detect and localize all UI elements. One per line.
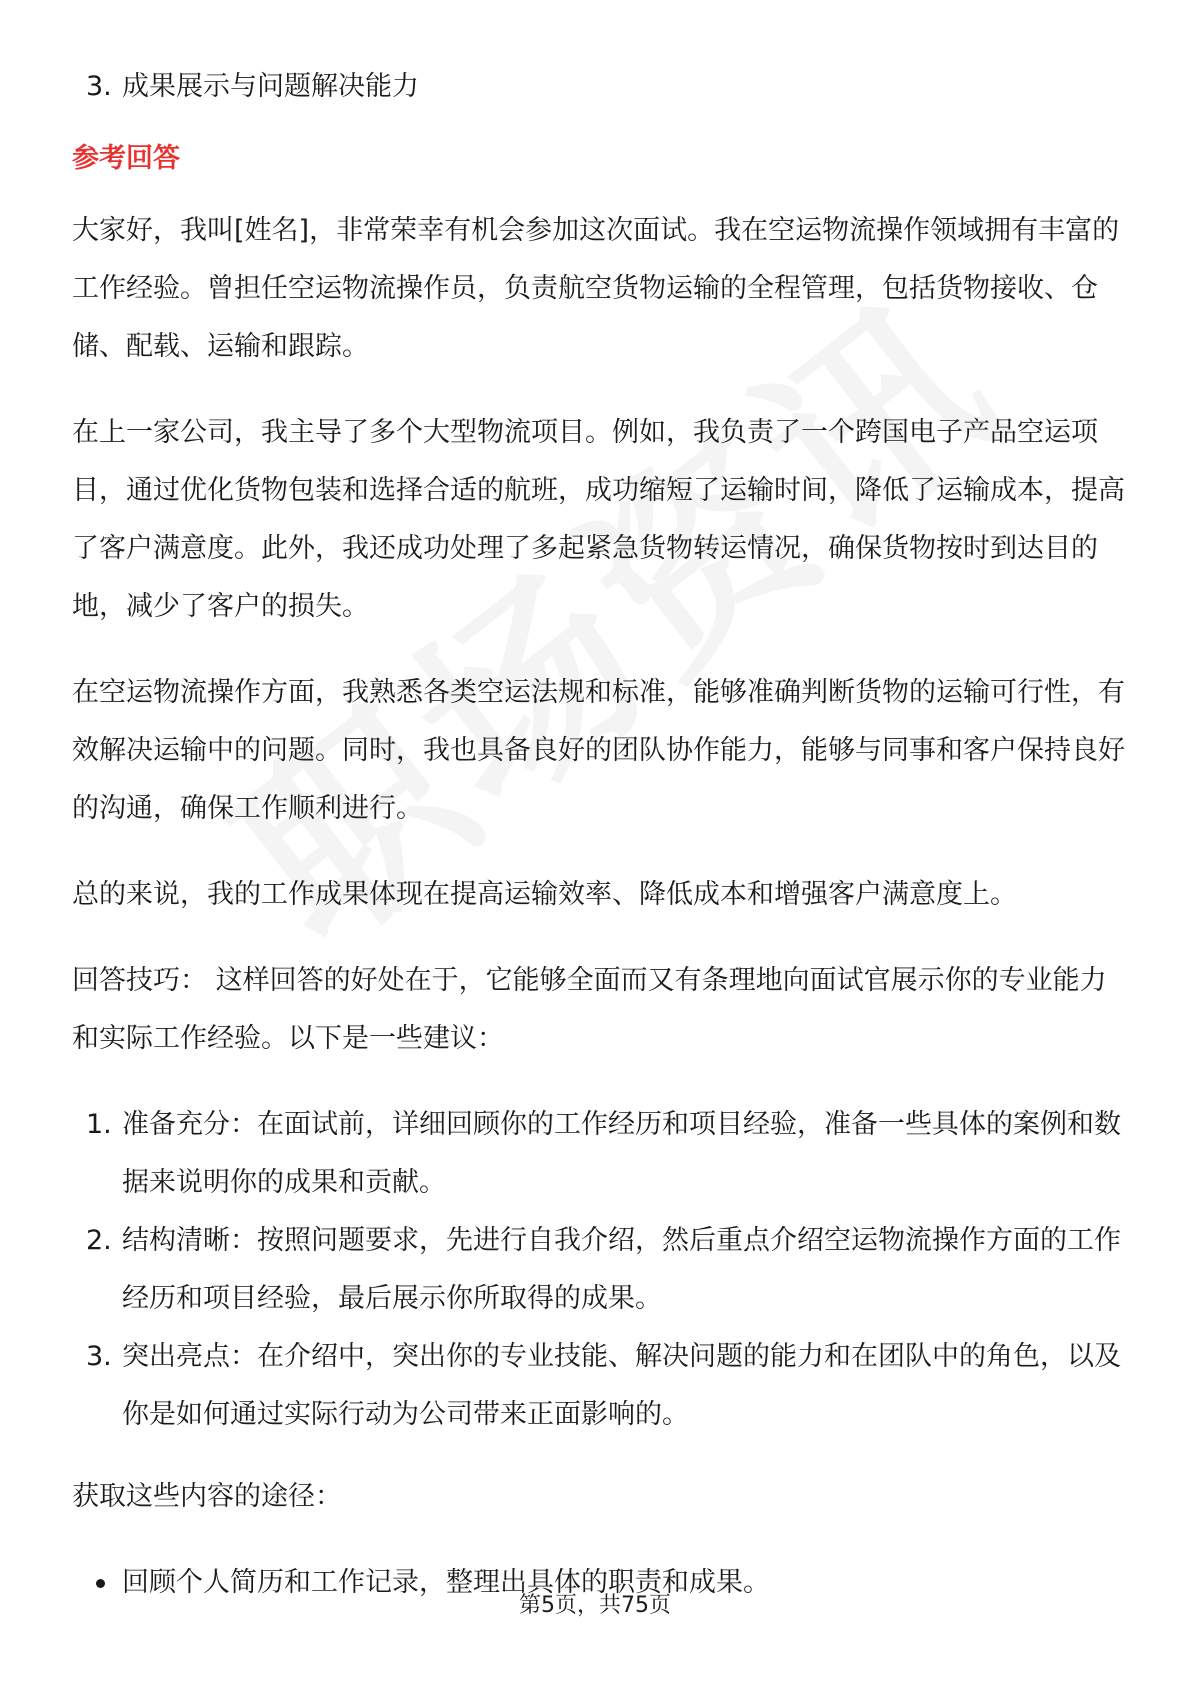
paragraph-skills: 在空运物流操作方面，我熟悉各类空运法规和标准，能够准确判断货物的运输可行性，有效解决运输中的问题。同时，我也具备良好的团队协作能力，能够与同事和客户保持良好的沟通，确保工作顺利进行。 <box>72 677 1125 824</box>
bullet-dot-icon <box>96 1579 105 1588</box>
top-list-item <box>72 58 1132 116</box>
tip-number: 3. <box>86 1341 112 1372</box>
tip-text: 突出亮点：在介绍中，突出你的专业技能、解决问题的能力和在团队中的角色，以及你是如何通过实际行动为公司带来正面影响的。 <box>122 1341 1121 1430</box>
paragraph-sources-intro: 获取这些内容的途径： <box>72 1481 342 1512</box>
tip-text: 准备充分：在面试前，详细回顾你的工作经历和项目经验，准备一些具体的案例和数据来说明你的成果和贡献。 <box>122 1109 1121 1198</box>
tip-item <box>72 1328 1132 1444</box>
page-content <box>72 58 1132 1612</box>
page-footer: 第5页，共75页 <box>519 1593 671 1618</box>
list-text: 成果展示与问题解决能力 <box>122 71 419 102</box>
tip-number: 2. <box>86 1225 112 1256</box>
tip-item <box>72 1096 1132 1212</box>
tips-list <box>72 1096 1132 1444</box>
section-heading: 参考回答 <box>72 143 180 174</box>
bullet-text: 回顾个人简历和工作记录，整理出具体的职责和成果。 <box>122 1567 770 1598</box>
list-number: 3. <box>86 71 112 102</box>
paragraph-summary: 总的来说，我的工作成果体现在提高运输效率、降低成本和增强客户满意度上。 <box>72 879 1017 910</box>
paragraph-projects: 在上一家公司，我主导了多个大型物流项目。例如，我负责了一个跨国电子产品空运项目，通过优化货物包装和选择合适的航班，成功缩短了运输时间，降低了运输成本，提高了客户满意度。此外，我还成功处理了多起紧急货物转运情况，确保货物按时到达目的地，减少了客户的损失。 <box>72 417 1125 622</box>
tip-number: 1. <box>86 1109 112 1140</box>
paragraph-tips-intro: 回答技巧： 这样回答的好处在于，它能够全面而又有条理地向面试官展示你的专业能力和实际工作经验。以下是一些建议： <box>72 965 1107 1054</box>
paragraph-intro: 大家好，我叫[姓名]，非常荣幸有机会参加这次面试。我在空运物流操作领域拥有丰富的工作经验。曾担任空运物流操作员，负责航空货物运输的全程管理，包括货物接收、仓储、配载、运输和跟踪。 <box>72 215 1120 362</box>
tip-text: 结构清晰：按照问题要求，先进行自我介绍，然后重点介绍空运物流操作方面的工作经历和项目经验，最后展示你所取得的成果。 <box>122 1225 1121 1314</box>
tip-item <box>72 1212 1132 1328</box>
